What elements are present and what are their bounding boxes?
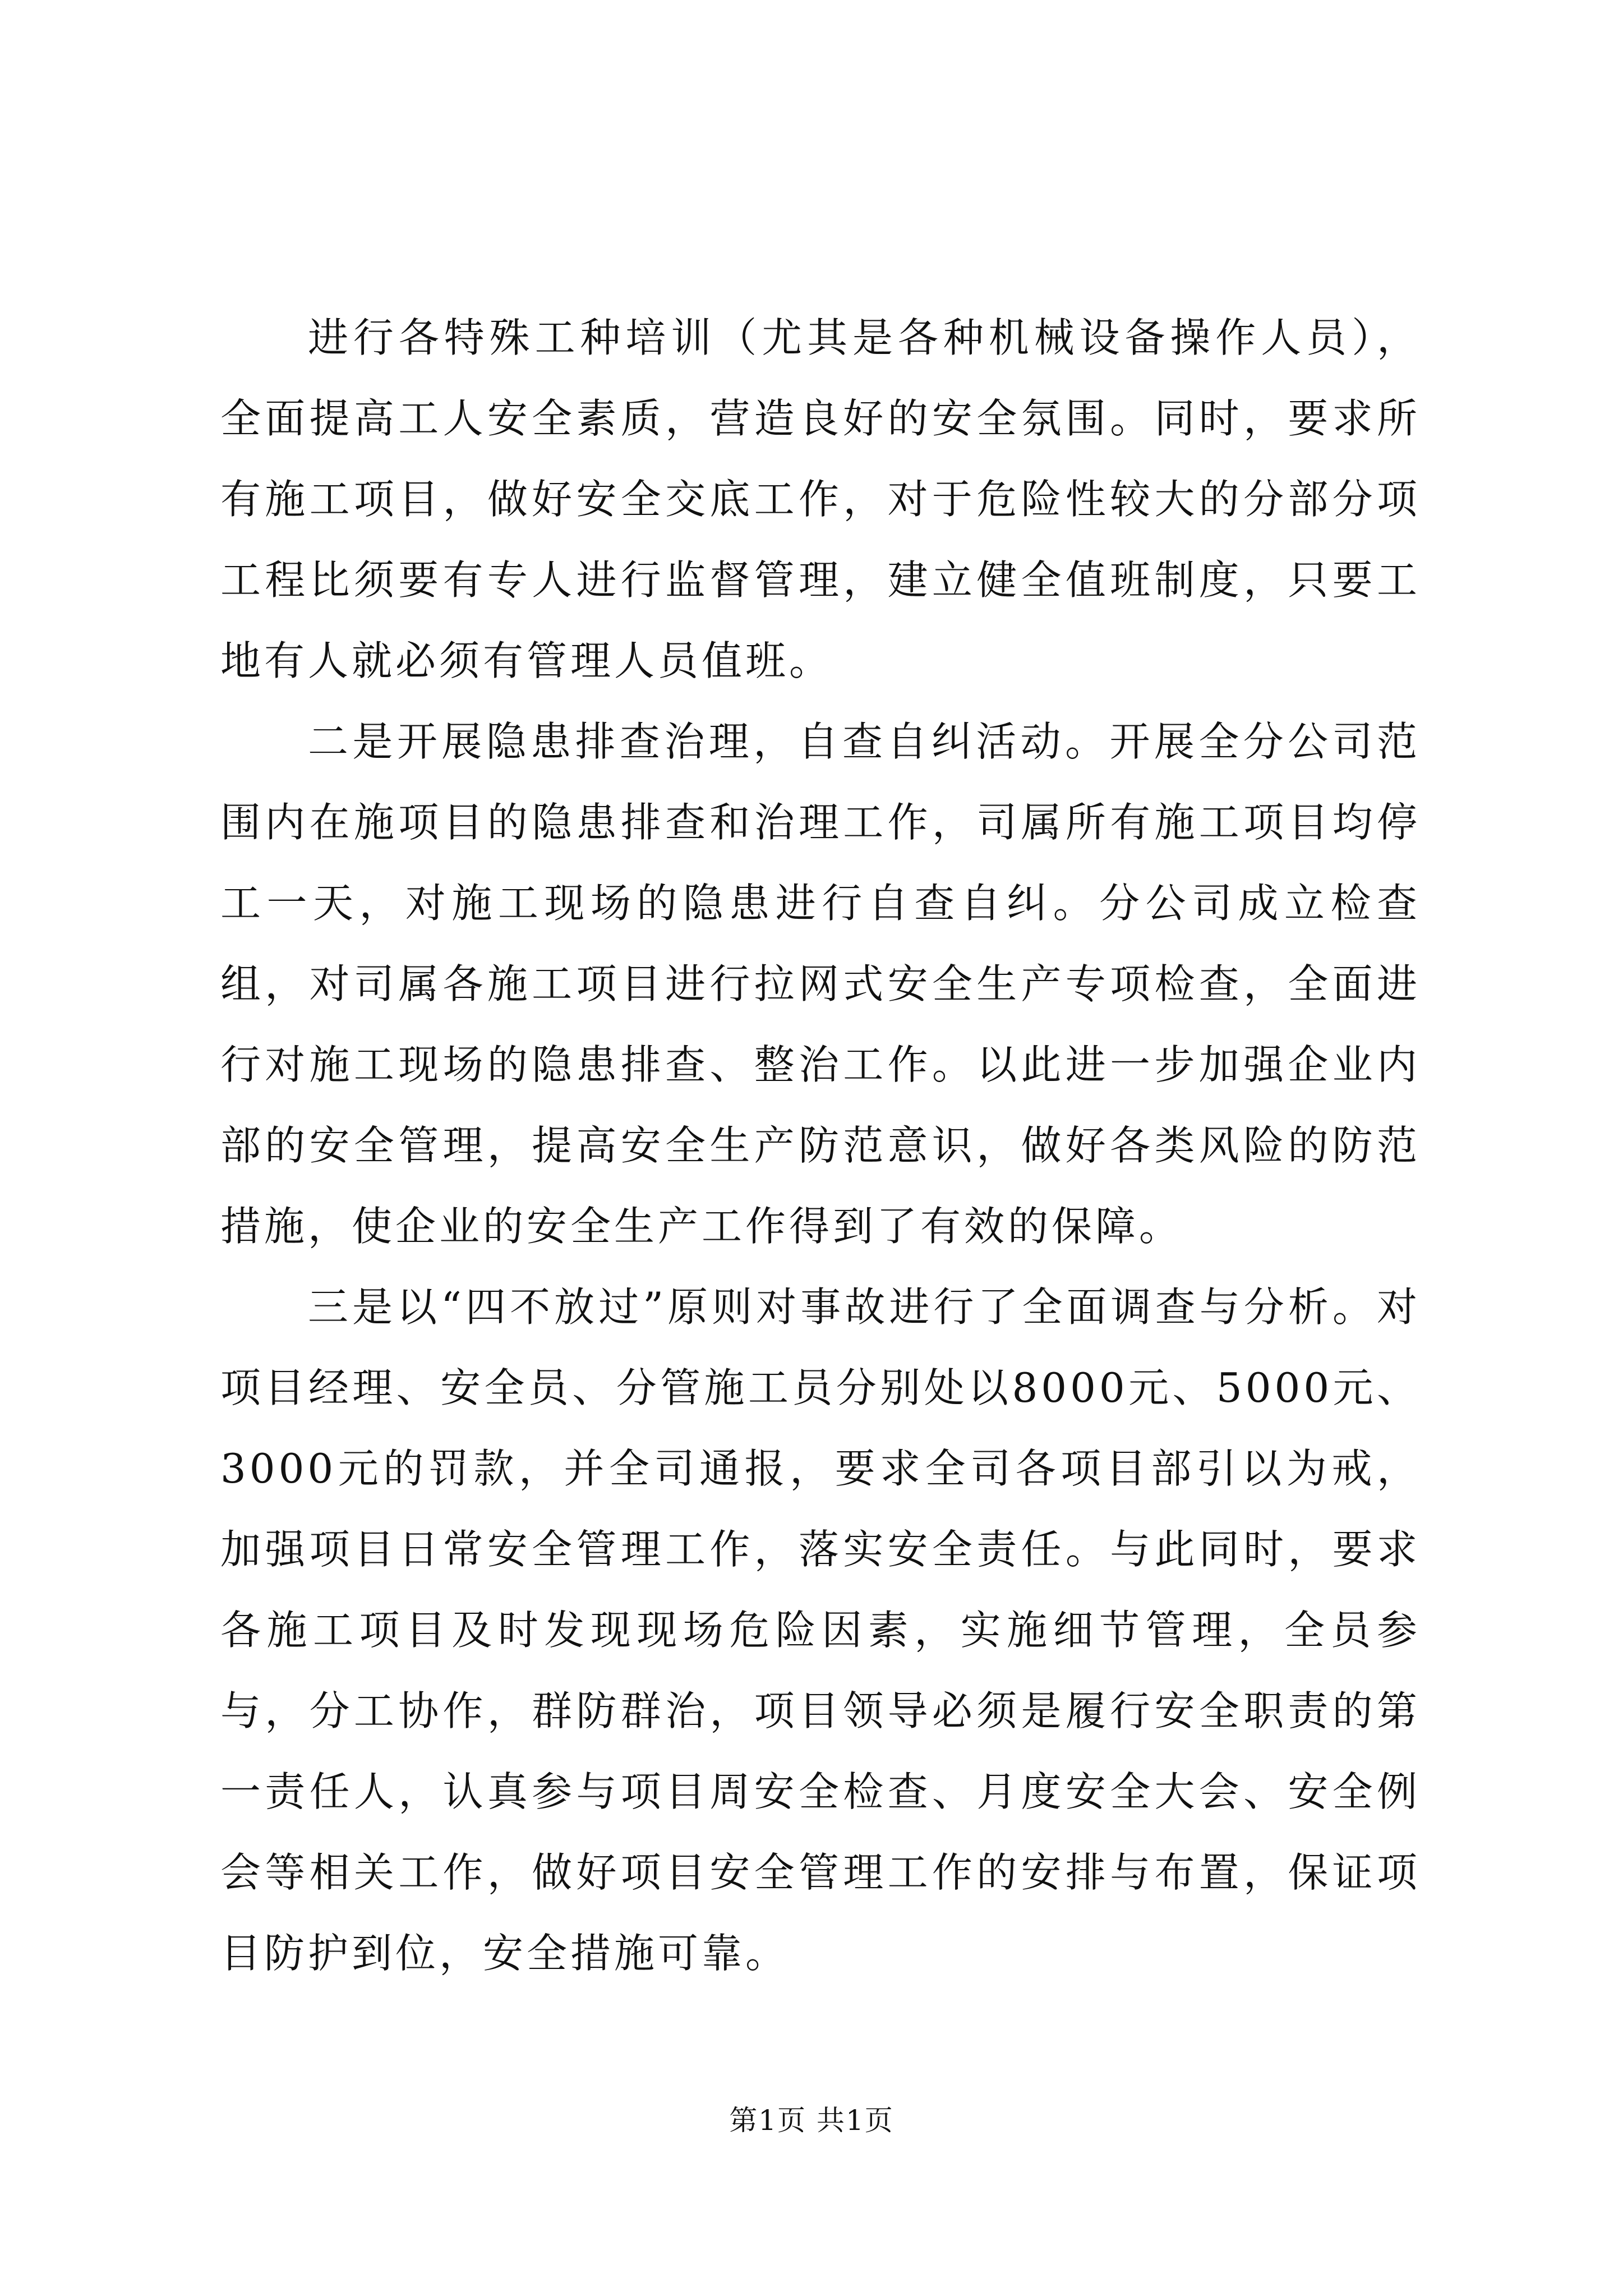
paragraph-accident-investigation: 三是以“四不放过”原则对事故进行了全面调查与分析。对项目经理、安全员、分管施工员分别处以8000元、5000元、3000元的罚款，并全司通报，要求全司各项目部引以为戒，加强项目日常安全管理工作，落实安全责任。与此同时，要求各施工项目及时发现现场危险因素，实施细节管理，全员参与，分工协作，群防群治，项目领导必须是履行安全职责的第一责任人，认真参与项目周安全检查、月度安全大会、安全例会等相关工作，做好项目安全管理工作的安排与布置，保证项目防护到位，安全措施可靠。 xyxy=(220,1283,1421,1977)
document-body xyxy=(220,297,1421,1994)
paragraph-hazard-inspection: 二是开展隐患排查治理，自查自纠活动。开展全分公司范围内在施项目的隐患排查和治理工作，司属所有施工项目均停工一天，对施工现场的隐患进行自查自纠。分公司成立检查组，对司属各施工项目进行拉网式安全生产专项检查，全面进行对施工现场的隐患排查、整治工作。以此进一步加强企业内部的安全管理，提高安全生产防范意识，做好各类风险的防范措施，使企业的安全生产工作得到了有效的保障。 xyxy=(220,718,1421,1250)
paragraph-training: 进行各特殊工种培训（尤其是各种机械设备操作人员），全面提高工人安全素质，营造良好的安全氛围。同时，要求所有施工项目，做好安全交底工作，对于危险性较大的分部分项工程比须要有专人进行监督管理，建立健全值班制度，只要工地有人就必须有管理人员值班。 xyxy=(220,314,1421,684)
page-number-footer: 第1页 共1页 xyxy=(729,2104,894,2137)
